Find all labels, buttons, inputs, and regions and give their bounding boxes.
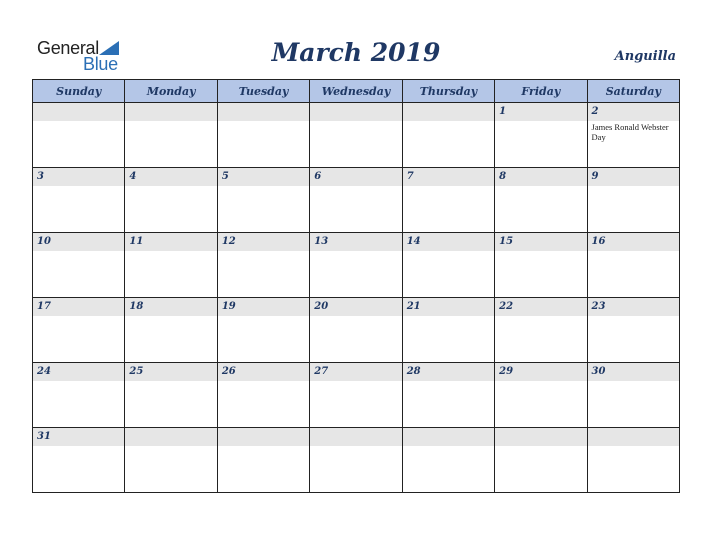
- day-cell: [495, 168, 587, 233]
- day-cell: [587, 168, 679, 233]
- week-row: [33, 298, 680, 363]
- day-number: 27: [314, 366, 329, 377]
- day-cell: [125, 363, 217, 428]
- day-number: 24: [37, 366, 51, 377]
- day-cell: [310, 233, 402, 298]
- day-number: 11: [129, 236, 144, 247]
- day-cell: [33, 428, 125, 493]
- day-cell: [495, 298, 587, 363]
- day-cell: [587, 363, 679, 428]
- day-number: 4: [129, 171, 137, 182]
- day-cell: [125, 298, 217, 363]
- day-number: 3: [37, 171, 44, 182]
- day-cell: [402, 298, 494, 363]
- week-row: [33, 363, 680, 428]
- day-cell: [587, 428, 679, 493]
- day-cell: [587, 298, 679, 363]
- day-cell: [33, 298, 125, 363]
- day-cell: [587, 103, 679, 168]
- day-number: 17: [37, 301, 51, 312]
- day-cell: [125, 233, 217, 298]
- day-number: 18: [129, 301, 144, 312]
- day-cell: [33, 168, 125, 233]
- day-cell: [217, 233, 309, 298]
- day-cell: [402, 233, 494, 298]
- day-number-bar: [33, 103, 124, 121]
- week-row: [33, 428, 680, 493]
- day-number: 25: [129, 366, 144, 377]
- day-number-bar: [588, 168, 679, 186]
- day-cell: [125, 168, 217, 233]
- day-number-bar: [218, 428, 309, 446]
- day-number: 1: [499, 106, 507, 117]
- day-cell: [495, 103, 587, 168]
- day-number: 28: [406, 366, 421, 377]
- day-number: 9: [591, 171, 599, 182]
- day-number-bar: [33, 168, 124, 186]
- day-number-bar: [125, 103, 216, 121]
- day-number: 19: [221, 301, 236, 312]
- day-number: 2: [591, 106, 599, 117]
- day-number-bar: [218, 103, 309, 121]
- day-number: 16: [591, 236, 606, 247]
- day-cell: [587, 233, 679, 298]
- day-number: 23: [591, 301, 606, 312]
- week-row: [33, 103, 680, 168]
- day-cell: [310, 168, 402, 233]
- day-cell: [310, 103, 402, 168]
- weekday-thursday: Thursday: [402, 80, 494, 103]
- day-cell: [125, 103, 217, 168]
- day-number-bar: [403, 103, 494, 121]
- day-cell: [217, 103, 309, 168]
- day-number: 13: [314, 236, 329, 247]
- day-number-bar: [310, 103, 401, 121]
- weekday-tuesday: Tuesday: [217, 80, 309, 103]
- weekday-wednesday: Wednesday: [310, 80, 402, 103]
- day-number-bar: [495, 428, 586, 446]
- day-number: 22: [499, 301, 514, 312]
- country-label: Anguilla: [614, 49, 676, 64]
- day-number: 15: [499, 236, 514, 247]
- logo-text-blue: Blue: [83, 54, 118, 74]
- day-cell: [402, 428, 494, 493]
- day-cell: [495, 363, 587, 428]
- day-number: 6: [314, 171, 322, 182]
- day-cell: [402, 168, 494, 233]
- weekday-sunday: Sunday: [33, 80, 125, 103]
- weekday-monday: Monday: [125, 80, 217, 103]
- day-number: 5: [221, 171, 229, 182]
- day-number: 8: [499, 171, 507, 182]
- day-number: 12: [221, 236, 236, 247]
- day-number-bar: [218, 168, 309, 186]
- weekday-friday: Friday: [495, 80, 587, 103]
- day-cell: [495, 428, 587, 493]
- week-row: [33, 233, 680, 298]
- day-number: 10: [37, 236, 51, 247]
- day-number: 14: [406, 236, 421, 247]
- day-number: 29: [499, 366, 514, 377]
- day-number: 20: [314, 301, 329, 312]
- day-cell: [33, 233, 125, 298]
- day-cell: [310, 428, 402, 493]
- day-cell: [402, 363, 494, 428]
- day-cell: [125, 428, 217, 493]
- calendar-body: [33, 103, 680, 493]
- logo-text-general: General: [37, 38, 99, 58]
- day-cell: [217, 168, 309, 233]
- day-cell: [33, 103, 125, 168]
- weekday-saturday: Saturday: [587, 80, 679, 103]
- page-title: March 2019: [271, 38, 441, 67]
- day-cell: [310, 298, 402, 363]
- day-cell: [217, 298, 309, 363]
- day-number: 21: [406, 301, 421, 312]
- day-cell: [495, 233, 587, 298]
- day-number: 30: [591, 366, 606, 377]
- day-number-bar: [403, 168, 494, 186]
- holiday-label: James Ronald Webster Day: [591, 122, 669, 142]
- day-number-bar: [588, 428, 679, 446]
- day-cell: [402, 103, 494, 168]
- day-cell: [310, 363, 402, 428]
- day-number: 31: [37, 431, 51, 442]
- day-number-bar: [403, 428, 494, 446]
- day-number-bar: [588, 103, 679, 121]
- day-number: 26: [221, 366, 236, 377]
- day-number-bar: [125, 168, 216, 186]
- weekday-header-row: [33, 80, 680, 103]
- day-number-bar: [495, 168, 586, 186]
- day-cell: [217, 428, 309, 493]
- day-number-bar: [125, 428, 216, 446]
- day-number-bar: [310, 428, 401, 446]
- day-cell: [217, 363, 309, 428]
- week-row: [33, 168, 680, 233]
- day-number-bar: [310, 168, 401, 186]
- day-number-bar: [495, 103, 586, 121]
- day-number: 7: [406, 171, 414, 182]
- day-cell: [33, 363, 125, 428]
- calendar-grid: [32, 79, 680, 493]
